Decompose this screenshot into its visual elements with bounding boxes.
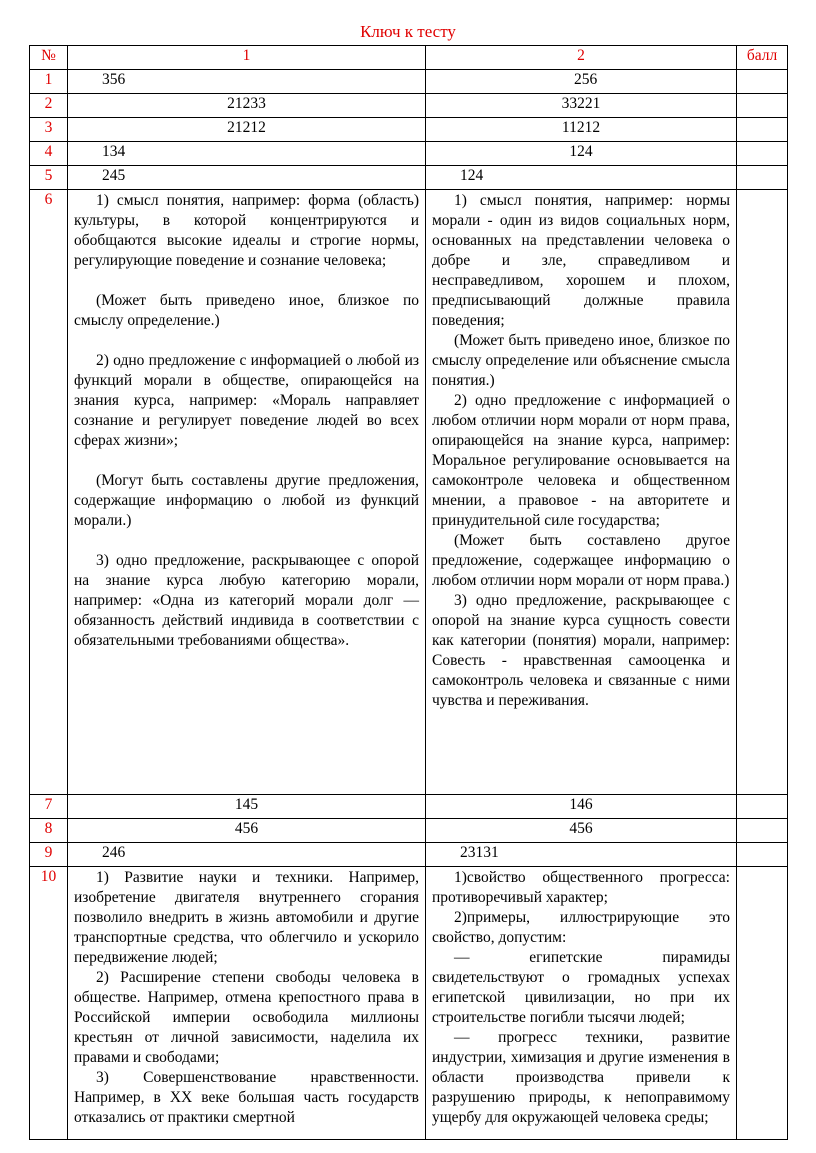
answer-variant-2 (426, 867, 737, 1140)
answer-variant-1: 245 (68, 166, 426, 190)
table-row (30, 819, 788, 843)
page-title: Ключ к тесту (360, 22, 456, 41)
score-cell (737, 843, 788, 867)
row-number: 2 (30, 94, 68, 118)
answer-variant-2: 124 (426, 142, 737, 166)
answer-paragraph: (Могут быть составлены другие предложения, содержащие информацию о любой из функций морали.) (74, 472, 419, 529)
row-number: 1 (30, 70, 68, 94)
row-number: 8 (30, 819, 68, 843)
answer-paragraph: (Может быть составлено другое предложение, содержащее информацию о любом отличии норм морали от норм права.) (432, 532, 730, 589)
answer-paragraph: 3) Совершенствование нравственности. Например, в XX веке большая часть государств отказались от практики смертной (74, 1069, 419, 1126)
answer-paragraph: 1) Развитие науки и техники. Например, изобретение двигателя внутреннего сгорания позволило внедрить в жизнь автомобили и другие транспортные средства, что облегчило и ускорило передвижение людей; (74, 869, 419, 966)
answer-variant-1: 134 (68, 142, 426, 166)
answer-paragraph: 1) смысл понятия, например: нормы морали - один из видов социальных норм, основанных на представлении человека о добре и зле, справедливом и несправедливом, хорошем и плохом, предписывающий должные правила поведения; (432, 192, 730, 329)
answer-key-table (29, 45, 788, 1140)
answer-paragraph: 3) одно предложение, раскрывающее с опорой на знание курса сущность совести как категории (понятия) морали, например: Совесть - нравственная самооценка и самоконтроль человека и связанные с ними чувства и переживания. (432, 592, 730, 709)
answer-variant-1 (68, 867, 426, 1140)
score-cell (737, 819, 788, 843)
table-row (30, 190, 788, 795)
table-row (30, 867, 788, 1140)
table-row (30, 795, 788, 819)
answer-paragraph: 3) одно предложение, раскрывающее с опорой на знание курса любую категорию морали, например: «Одна из категорий морали долг — обязанность действий индивида в соответствии с обязательными требованиями общества». (74, 552, 419, 649)
answer-variant-2: 456 (426, 819, 737, 843)
answer-paragraph: 1)свойство общественного прогресса: противоречивый характер; (432, 869, 730, 906)
header-col1: 1 (68, 46, 426, 70)
answer-paragraph: 2) одно предложение с информацией о любом отличии норм морали от норм права, опирающейся на знание курса, например: Моральное регулирование основывается на самоконтроле человека и общественном мнении, а правовое - на авторитете и принудительной силе государства; (432, 392, 730, 529)
header-col2: 2 (426, 46, 737, 70)
answer-variant-2: 11212 (426, 118, 737, 142)
score-cell (737, 70, 788, 94)
answer-variant-1: 246 (68, 843, 426, 867)
answer-paragraph: (Может быть приведено иное, близкое по смыслу определение или объяснение смысла понятия.) (432, 332, 730, 389)
answer-paragraph: 1) смысл понятия, например: форма (область) культуры, в которой концентрируются и обобщаются высокие идеалы и строгие нормы, регулирующие поведение и сознание человека; (74, 192, 419, 269)
table-header-row (30, 46, 788, 70)
answer-paragraph: 2)примеры, иллюстрирующие это свойство, допустим: (432, 909, 730, 946)
answer-variant-1: 356 (68, 70, 426, 94)
row-number: 7 (30, 795, 68, 819)
table-row (30, 70, 788, 94)
row-number: 10 (30, 867, 68, 1140)
row-number: 4 (30, 142, 68, 166)
answer-variant-1: 456 (68, 819, 426, 843)
score-cell (737, 190, 788, 795)
answer-variant-2: 124 (426, 166, 737, 190)
answer-variant-1: 21212 (68, 118, 426, 142)
table-row (30, 118, 788, 142)
row-number: 5 (30, 166, 68, 190)
answer-paragraph: — египетские пирамиды свидетельствуют о громадных успехах египетской цивилизации, но при их строительстве погибли тысячи людей; (432, 949, 730, 1026)
score-cell (737, 867, 788, 1140)
answer-paragraph: 2) Расширение степени свободы человека в обществе. Например, отмена крепостного права в Российской империи освободила миллионы крестьян от личной зависимости, наделила их правами и свободами; (74, 969, 419, 1066)
row-number: 6 (30, 190, 68, 795)
answer-variant-2: 146 (426, 795, 737, 819)
score-cell (737, 118, 788, 142)
table-row (30, 166, 788, 190)
table-row (30, 142, 788, 166)
row-number: 9 (30, 843, 68, 867)
table-row (30, 843, 788, 867)
table-row (30, 94, 788, 118)
score-cell (737, 142, 788, 166)
score-cell (737, 166, 788, 190)
answer-paragraph: (Может быть приведено иное, близкое по смыслу определение.) (74, 292, 419, 329)
header-num: № (30, 46, 68, 70)
answer-variant-1 (68, 190, 426, 795)
answer-variant-2: 256 (426, 70, 737, 94)
answer-paragraph: — прогресс техники, развитие индустрии, химизация и другие изменения в области производства привели к разрушению природы, к непоправимому ущербу для окружающей человека среды; (432, 1029, 730, 1126)
score-cell (737, 795, 788, 819)
answer-variant-1: 21233 (68, 94, 426, 118)
answer-variant-1: 145 (68, 795, 426, 819)
answer-paragraph: 2) одно предложение с информацией о любой из функций морали в обществе, опирающейся на знания курса, например: «Мораль направляет сознание и регулирует поведение людей во всех сферах жизни»; (74, 352, 419, 449)
answer-variant-2 (426, 190, 737, 795)
score-cell (737, 94, 788, 118)
header-score: балл (737, 46, 788, 70)
answer-variant-2: 23131 (426, 843, 737, 867)
answer-variant-2: 33221 (426, 94, 737, 118)
row-number: 3 (30, 118, 68, 142)
